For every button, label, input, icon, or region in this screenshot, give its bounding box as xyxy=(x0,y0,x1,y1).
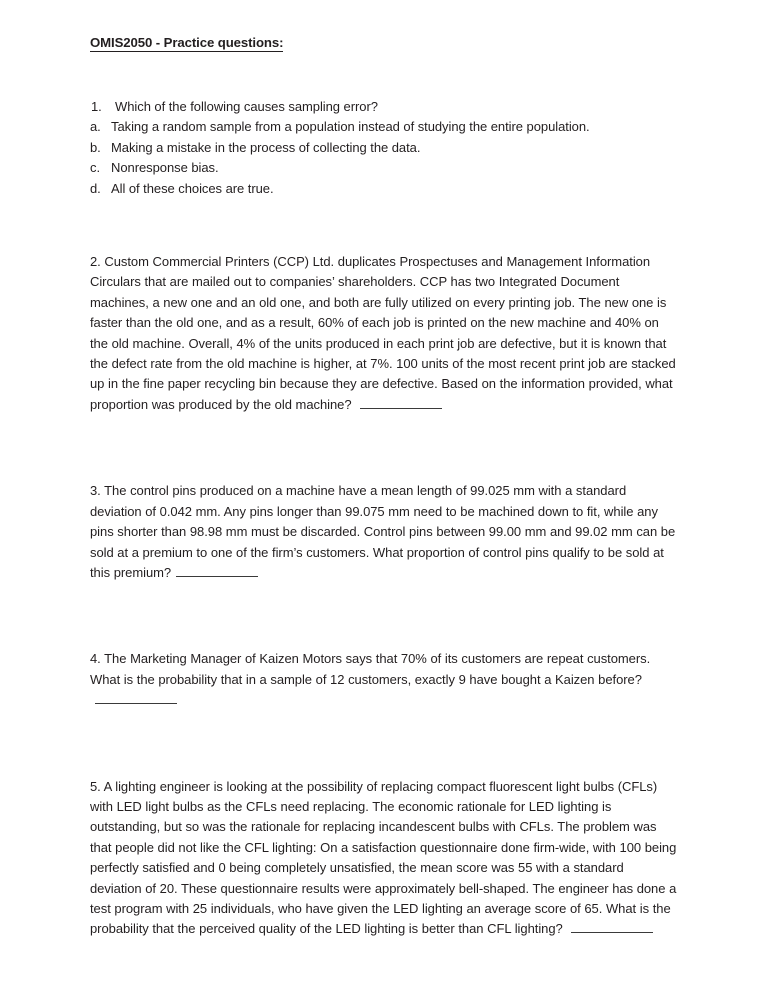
question-1-option-c xyxy=(90,158,678,178)
question-1-option-b xyxy=(90,138,678,158)
question-2-text: 2. Custom Commercial Printers (CCP) Ltd. duplicates Prospectuses and Management Information Circulars that are mailed out to companies’ shareholders. CCP has two Integrated Document machines, a new one and an old one, and both are fully utilized on every printing job. The new one is faster than the old one, and as a result, 60% of each job is printed on the new machine and 40% on the old machine. Overall, 4% of the units produced in each print job are defective, but it is known that the defect rate from the old machine is higher, at 7%. 100 units of the most recent print job are stacked up in the fine paper recycling bin because they are defective. Based on the information provided, what proportion was produced by the old machine? xyxy=(90,254,676,412)
question-1-marker: 1. xyxy=(91,99,102,114)
page-title xyxy=(90,34,678,51)
option-a-marker: a. xyxy=(90,119,101,135)
spacer-after-title xyxy=(90,51,678,97)
question-4-text: 4. The Marketing Manager of Kaizen Motors says that 70% of its customers are repeat customers. What is the probability that in a sample of 12 customers, exactly 9 have bought a Kaizen before? xyxy=(90,651,651,687)
option-d-marker: d. xyxy=(90,180,101,196)
option-b-text: Making a mistake in the process of collecting the data. xyxy=(111,139,421,155)
spacer-after-question-1 xyxy=(90,199,678,239)
spacer-after-question-2 xyxy=(90,428,678,468)
question-4 xyxy=(90,649,678,710)
option-c-text: Nonresponse bias. xyxy=(111,160,219,176)
question-3 xyxy=(90,481,678,583)
question-4-answer-blank[interactable] xyxy=(95,692,177,704)
question-1-text: Which of the following causes sampling error? xyxy=(115,99,378,114)
question-2-answer-blank[interactable] xyxy=(360,397,442,409)
question-5-answer-blank[interactable] xyxy=(571,921,653,933)
question-1-option-d xyxy=(90,179,678,199)
spacer-after-question-3 xyxy=(90,596,678,636)
option-b-marker: b. xyxy=(90,139,101,155)
question-1-option-a xyxy=(90,117,678,137)
page-title-text: OMIS2050 - Practice questions: xyxy=(90,35,284,50)
question-5-text: 5. A lighting engineer is looking at the possibility of replacing compact fluorescent light bulbs (CFLs) with LED light bulbs as the CFLs need replacing. The economic rationale for LED lighting is outstanding, but so was the rationale for replacing incandescent bulbs with CFLs. The problem was that people did not like the CFL lighting: On a satisfaction questionnaire done firm-wide, with 100 being perfectly satisfied and 0 being completely unsatisfied, the mean score was 55 with a standard deviation of 20. These questionnaire results were approximately bell-shaped. The engineer has done a test program with 25 individuals, who have given the LED lighting an average score of 65. What is the probability that the perceived quality of the LED lighting is better than CFL lighting? xyxy=(90,778,677,937)
option-d-text: All of these choices are true. xyxy=(111,180,274,196)
option-a-text: Taking a random sample from a population instead of studying the entire population. xyxy=(111,119,590,135)
question-1-prompt xyxy=(90,97,678,117)
question-2 xyxy=(90,252,678,415)
document-content xyxy=(90,34,678,953)
question-5 xyxy=(90,777,678,940)
question-1-list xyxy=(90,97,678,199)
option-c-marker: c. xyxy=(90,160,101,176)
question-3-text: 3. The control pins produced on a machine have a mean length of 99.025 mm with a standard deviation of 0.042 mm. Any pins longer than 99.075 mm need to be machined down to fit, while any pins shorter than 98.98 mm must be discarded. Control pins between 99.00 mm and 99.02 mm can be sold at a premium to one of the firm’s customers. What proportion of control pins qualify to be sold at this premium? xyxy=(90,483,676,580)
question-3-answer-blank[interactable] xyxy=(176,565,258,577)
spacer-after-question-4 xyxy=(90,724,678,764)
